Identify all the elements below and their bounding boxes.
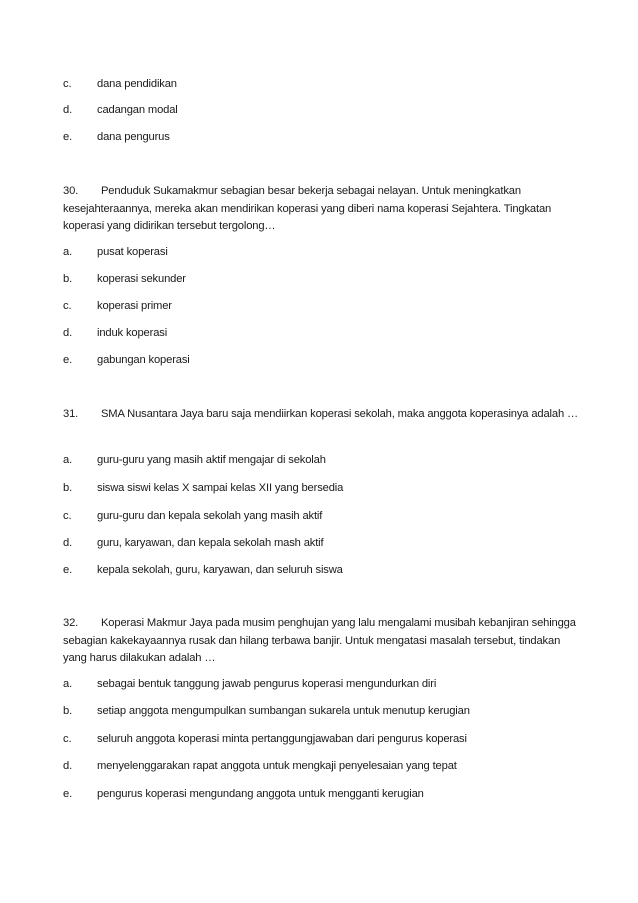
option-text: pusat koperasi (97, 246, 168, 258)
option-letter: e. (63, 788, 73, 800)
option-text: cadangan modal (97, 104, 178, 116)
option-32-a (63, 677, 583, 691)
option-letter: a. (63, 246, 73, 258)
option-text: sebagai bentuk tanggung jawab pengurus koperasi mengundurkan diri (97, 678, 437, 690)
option-letter: b. (63, 273, 73, 285)
question-30-stem (63, 183, 583, 236)
option-30-a (63, 245, 583, 259)
option-text: siswa siswi kelas X sampai kelas XII yang bersedia (97, 482, 344, 494)
question-number: 31. (63, 408, 79, 420)
option-29-e (63, 130, 583, 144)
option-31-a (63, 453, 583, 467)
option-30-d (63, 326, 583, 340)
option-text: dana pengurus (97, 131, 170, 143)
option-31-b (63, 481, 583, 495)
question-number: 32. (63, 617, 79, 629)
option-31-c (63, 509, 583, 523)
option-29-d (63, 103, 583, 117)
option-32-d (63, 759, 583, 773)
question-number: 30. (63, 185, 79, 197)
option-text: seluruh anggota koperasi minta pertanggungjawaban dari pengurus koperasi (97, 733, 467, 745)
question-text: SMA Nusantara Jaya baru saja mendiirkan koperasi sekolah, maka anggota koperasinya adalah … (101, 408, 579, 420)
option-letter: c. (63, 510, 72, 522)
option-32-c (63, 732, 583, 746)
option-text: kepala sekolah, guru, karyawan, dan seluruh siswa (97, 564, 343, 576)
option-text: koperasi sekunder (97, 273, 186, 285)
question-32-stem (63, 615, 583, 668)
option-letter: c. (63, 78, 72, 90)
option-text: pengurus koperasi mengundang anggota untuk mengganti kerugian (97, 788, 424, 800)
option-31-e (63, 563, 583, 577)
option-text: guru, karyawan, dan kepala sekolah mash aktif (97, 537, 324, 549)
option-letter: b. (63, 705, 73, 717)
option-letter: d. (63, 760, 73, 772)
option-text: guru-guru dan kepala sekolah yang masih aktif (97, 510, 323, 522)
option-letter: a. (63, 454, 73, 466)
option-32-b (63, 704, 583, 718)
option-letter: c. (63, 733, 72, 745)
option-letter: e. (63, 354, 73, 366)
option-letter: b. (63, 482, 73, 494)
option-30-e (63, 353, 583, 367)
option-30-c (63, 299, 583, 313)
option-text: gabungan koperasi (97, 354, 190, 366)
option-32-e (63, 787, 583, 801)
option-31-d (63, 536, 583, 550)
option-text: menyelenggarakan rapat anggota untuk mengkaji penyelesaian yang tepat (97, 760, 457, 772)
option-letter: e. (63, 564, 73, 576)
option-text: guru-guru yang masih aktif mengajar di sekolah (97, 454, 326, 466)
option-letter: d. (63, 327, 73, 339)
question-text: Koperasi Makmur Jaya pada musim penghujan yang lalu mengalami musibah kebanjiran sehingga sebagian kakekayaannya rusak dan hilang terbawa banjir. Untuk mengatasi masalah tersebut, tindakan yang harus dilakukan adalah … (63, 617, 576, 664)
option-30-b (63, 272, 583, 286)
option-letter: e. (63, 131, 73, 143)
option-text: dana pendidikan (97, 78, 177, 90)
option-letter: d. (63, 537, 73, 549)
question-31-stem (63, 406, 583, 424)
option-text: koperasi primer (97, 300, 172, 312)
option-letter: c. (63, 300, 72, 312)
question-text: Penduduk Sukamakmur sebagian besar bekerja sebagai nelayan. Untuk meningkatkan kesejahteraannya, mereka akan mendirikan koperasi yang diberi nama koperasi Sejahtera. Tingkatan koperasi yang didirikan tersebut tergolong… (63, 185, 552, 232)
option-letter: d. (63, 104, 73, 116)
option-letter: a. (63, 678, 73, 690)
option-text: setiap anggota mengumpulkan sumbangan sukarela untuk menutup kerugian (97, 705, 470, 717)
option-29-c (63, 77, 583, 91)
option-text: induk koperasi (97, 327, 168, 339)
